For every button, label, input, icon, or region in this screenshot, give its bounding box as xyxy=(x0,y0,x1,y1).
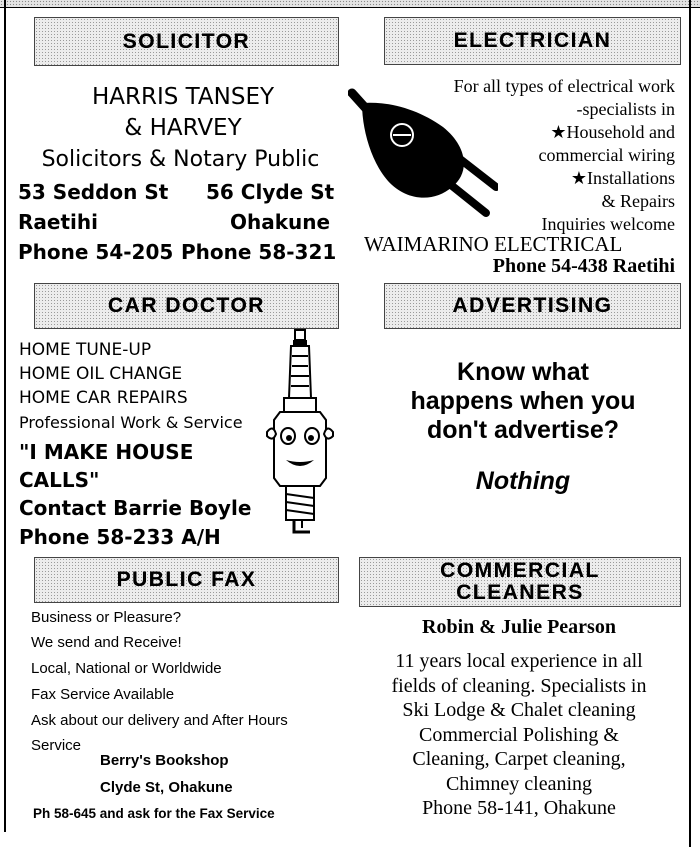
fax-line: Fax Service Available xyxy=(31,686,175,703)
advertising-answer: Nothing xyxy=(475,467,571,495)
firm-subtitle: Solicitors & Notary Public xyxy=(41,147,320,172)
office1-street: 53 Seddon St xyxy=(18,180,169,204)
car-service-item: HOME CAR REPAIRS xyxy=(19,388,188,408)
firm-name-line2: & HARVEY xyxy=(124,115,242,141)
cleaners-line: Cleaning, Carpet cleaning, xyxy=(412,748,626,770)
advertising-question-line: don't advertise? xyxy=(426,416,620,444)
car-slogan-line1: "I MAKE HOUSE xyxy=(19,440,194,464)
cleaners-line: 11 years local experience in all xyxy=(395,650,643,672)
electrician-line: ★Installations xyxy=(570,168,675,188)
fax-line: Business or Pleasure? xyxy=(31,609,182,626)
office2-street: 56 Clyde St xyxy=(206,180,335,204)
firm-name-line1: HARRIS TANSEY xyxy=(91,84,275,110)
right-column-rule xyxy=(689,0,691,847)
office1-town: Raetihi xyxy=(18,210,98,234)
office2-town: Ohakune xyxy=(230,210,331,234)
car-service-item: HOME OIL CHANGE xyxy=(19,364,183,384)
cleaners-line: Ski Lodge & Chalet cleaning xyxy=(402,699,636,721)
car-phone: Phone 58-233 A/H xyxy=(19,525,221,549)
electrician-business-name: WAIMARINO ELECTRICAL xyxy=(364,232,623,256)
electrician-line: & Repairs xyxy=(601,191,675,211)
spark-plug-icon xyxy=(262,328,346,542)
office1-phone: Phone 54-205 xyxy=(18,240,174,264)
electrician-phone: Phone 54-438 Raetihi xyxy=(492,255,675,277)
public-fax-header: PUBLIC FAX xyxy=(34,557,339,603)
electrician-line: ★Household and xyxy=(550,122,675,142)
advertising-header: ADVERTISING xyxy=(384,283,681,329)
car-service-item: HOME TUNE-UP xyxy=(19,340,152,360)
fax-line: Ask about our delivery and After Hours xyxy=(31,712,288,729)
advertising-question-line: Know what xyxy=(457,358,589,386)
cleaners-line: fields of cleaning. Specialists in xyxy=(391,674,647,697)
fax-line: Service xyxy=(31,737,82,754)
cleaners-header: COMMERCIAL CLEANERS xyxy=(359,557,681,607)
fax-line: Local, National or Worldwide xyxy=(31,660,222,677)
fax-shop-name: Berry's Bookshop xyxy=(100,752,229,769)
top-dotted-rule xyxy=(0,0,700,8)
solicitor-header: SOLICITOR xyxy=(34,17,339,66)
cleaners-line: Chimney cleaning xyxy=(445,772,593,795)
cleaners-line: Commercial Polishing & xyxy=(419,723,619,746)
cleaners-description xyxy=(359,649,679,821)
advertising-question xyxy=(373,358,673,445)
car-slogan-line2: CALLS" xyxy=(19,468,100,492)
advertising-question-line: happens when you xyxy=(410,387,636,415)
fax-phone-line: Ph 58-645 and ask for the Fax Service xyxy=(33,806,275,821)
electrician-line: commercial wiring xyxy=(538,145,675,165)
left-column-rule xyxy=(4,0,6,832)
cleaners-line: Phone 58-141, Ohakune xyxy=(422,797,616,819)
car-doctor-header: CAR DOCTOR xyxy=(34,283,339,329)
electrician-line: -specialists in xyxy=(576,99,675,119)
fax-shop-address: Clyde St, Ohakune xyxy=(100,779,233,796)
car-contact: Contact Barrie Boyle xyxy=(19,496,252,520)
electrician-description xyxy=(454,75,675,236)
electrician-header: ELECTRICIAN xyxy=(384,17,681,65)
electrician-line: Inquiries welcome xyxy=(541,214,675,234)
cleaners-owner-names: Robin & Julie Pearson xyxy=(422,616,616,638)
car-service-item: Professional Work & Service xyxy=(19,413,243,432)
electrician-line: For all types of electrical work xyxy=(453,76,675,96)
fax-line: We send and Receive! xyxy=(31,634,182,651)
office2-phone: Phone 58-321 xyxy=(181,240,337,264)
